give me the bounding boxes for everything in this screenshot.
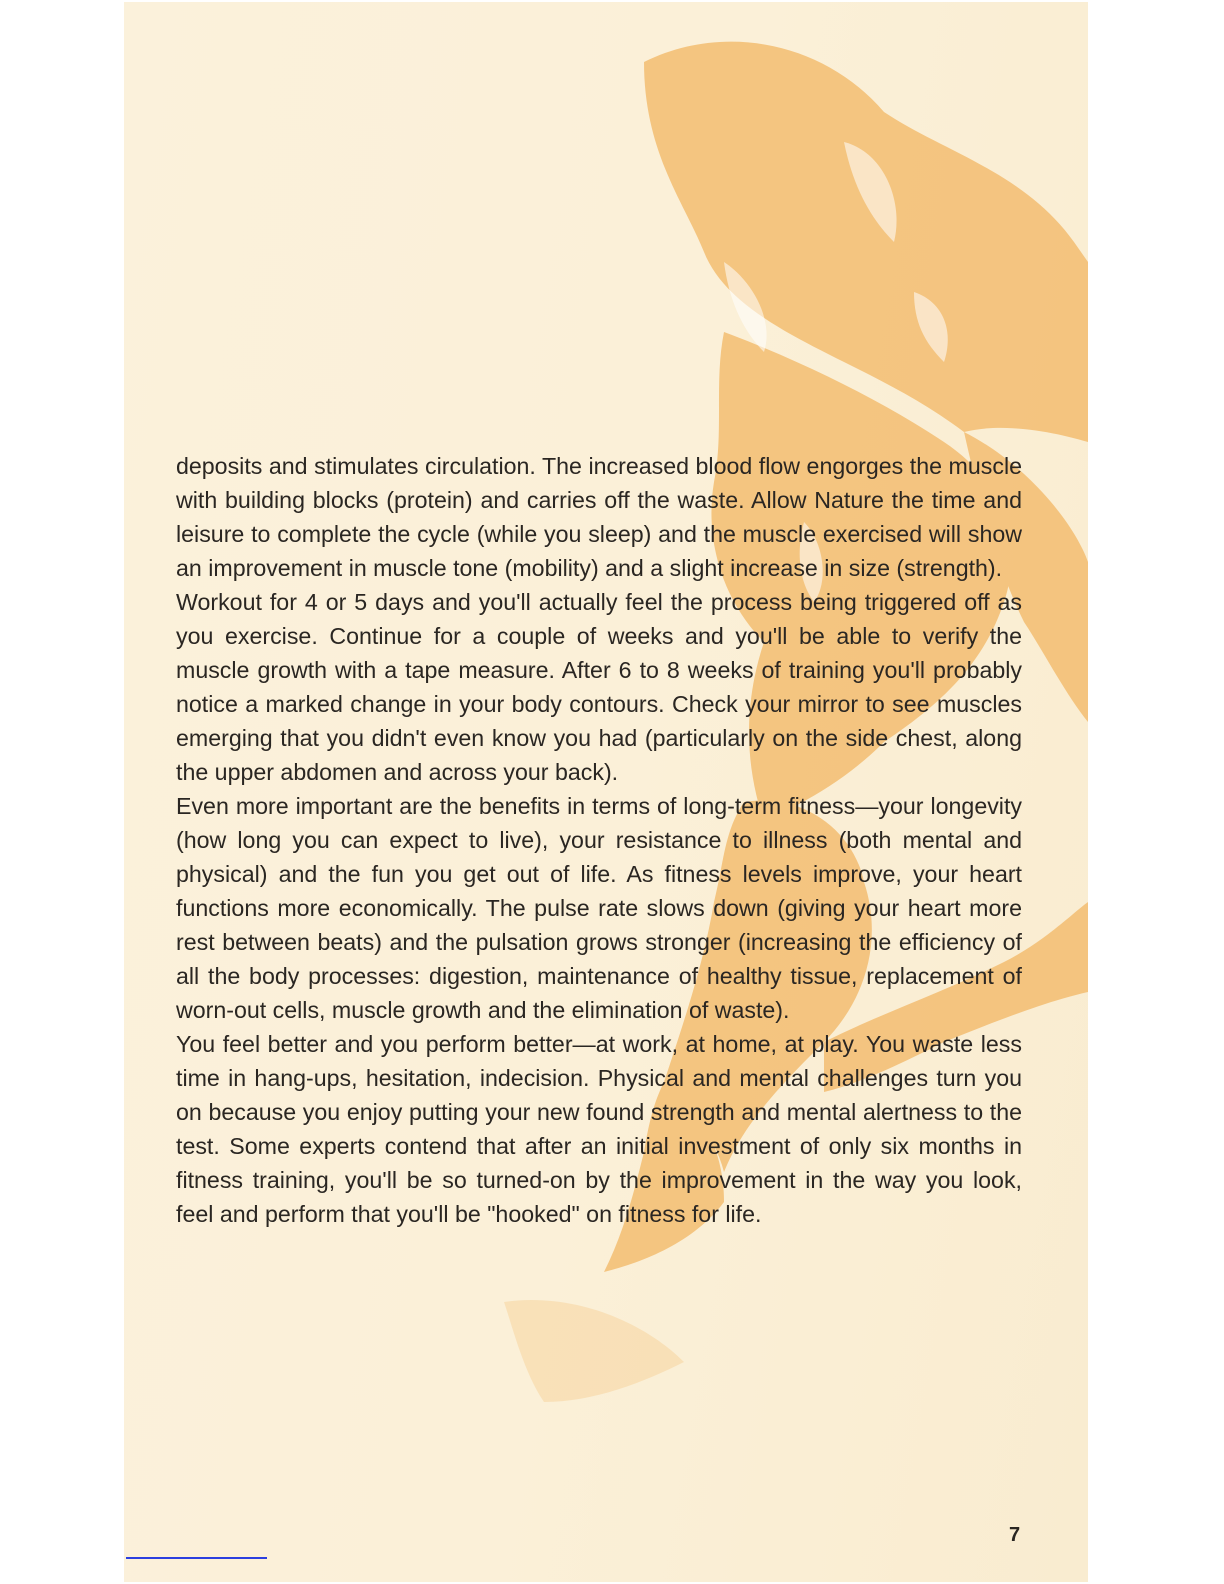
- paragraph: Workout for 4 or 5 days and you'll actually feel the process being triggered off as you exercise. Continue for a couple of weeks and you'll be able to verify the muscle growth with a tape measure. After 6 to 8 weeks of training you'll probably notice a marked change in your body contours. Check your mirror to see muscles emerging that you didn't even know you had (particularly on the side chest, along the upper abdomen and across your back).: [176, 589, 1022, 785]
- paragraph: deposits and stimulates circulation. The increased blood flow engorges the muscle with building blocks (protein) and carries off the waste. Allow Nature the time and leisure to complete the cycle (while you sleep) and the muscle exercised will show an improvement in muscle tone (mobility) and a slight increase in size (strength).: [176, 453, 1022, 581]
- paragraph: Even more important are the benefits in terms of long-term fitness—your longevity (how long you can expect to live), your resistance to illness (both mental and physical) and the fun you get out of life. As fitness levels improve, your heart functions more economically. The pulse rate slows down (giving your heart more rest between beats) and the pulsation grows stronger (increasing the efficiency of all the body processes: digestion, maintenance of healthy tissue, replacement of worn-out cells, muscle growth and the elimination of waste).: [176, 793, 1022, 1023]
- paragraph: You feel better and you perform better—at work, at home, at play. You waste less time in hang-ups, hesitation, indecision. Physical and mental challenges turn you on because you enjoy putting your new found strength and mental alertness to the test. Some experts contend that after an initial investment of only six months in fitness training, you'll be so turned-on by the improvement in the way you look, feel and perform that you'll be "hooked" on fitness for life.: [176, 1031, 1022, 1227]
- book-page: [124, 2, 1088, 1582]
- page-number: 7: [1009, 1524, 1021, 1546]
- body-text: [176, 449, 1022, 1231]
- link-underline: [126, 1557, 267, 1559]
